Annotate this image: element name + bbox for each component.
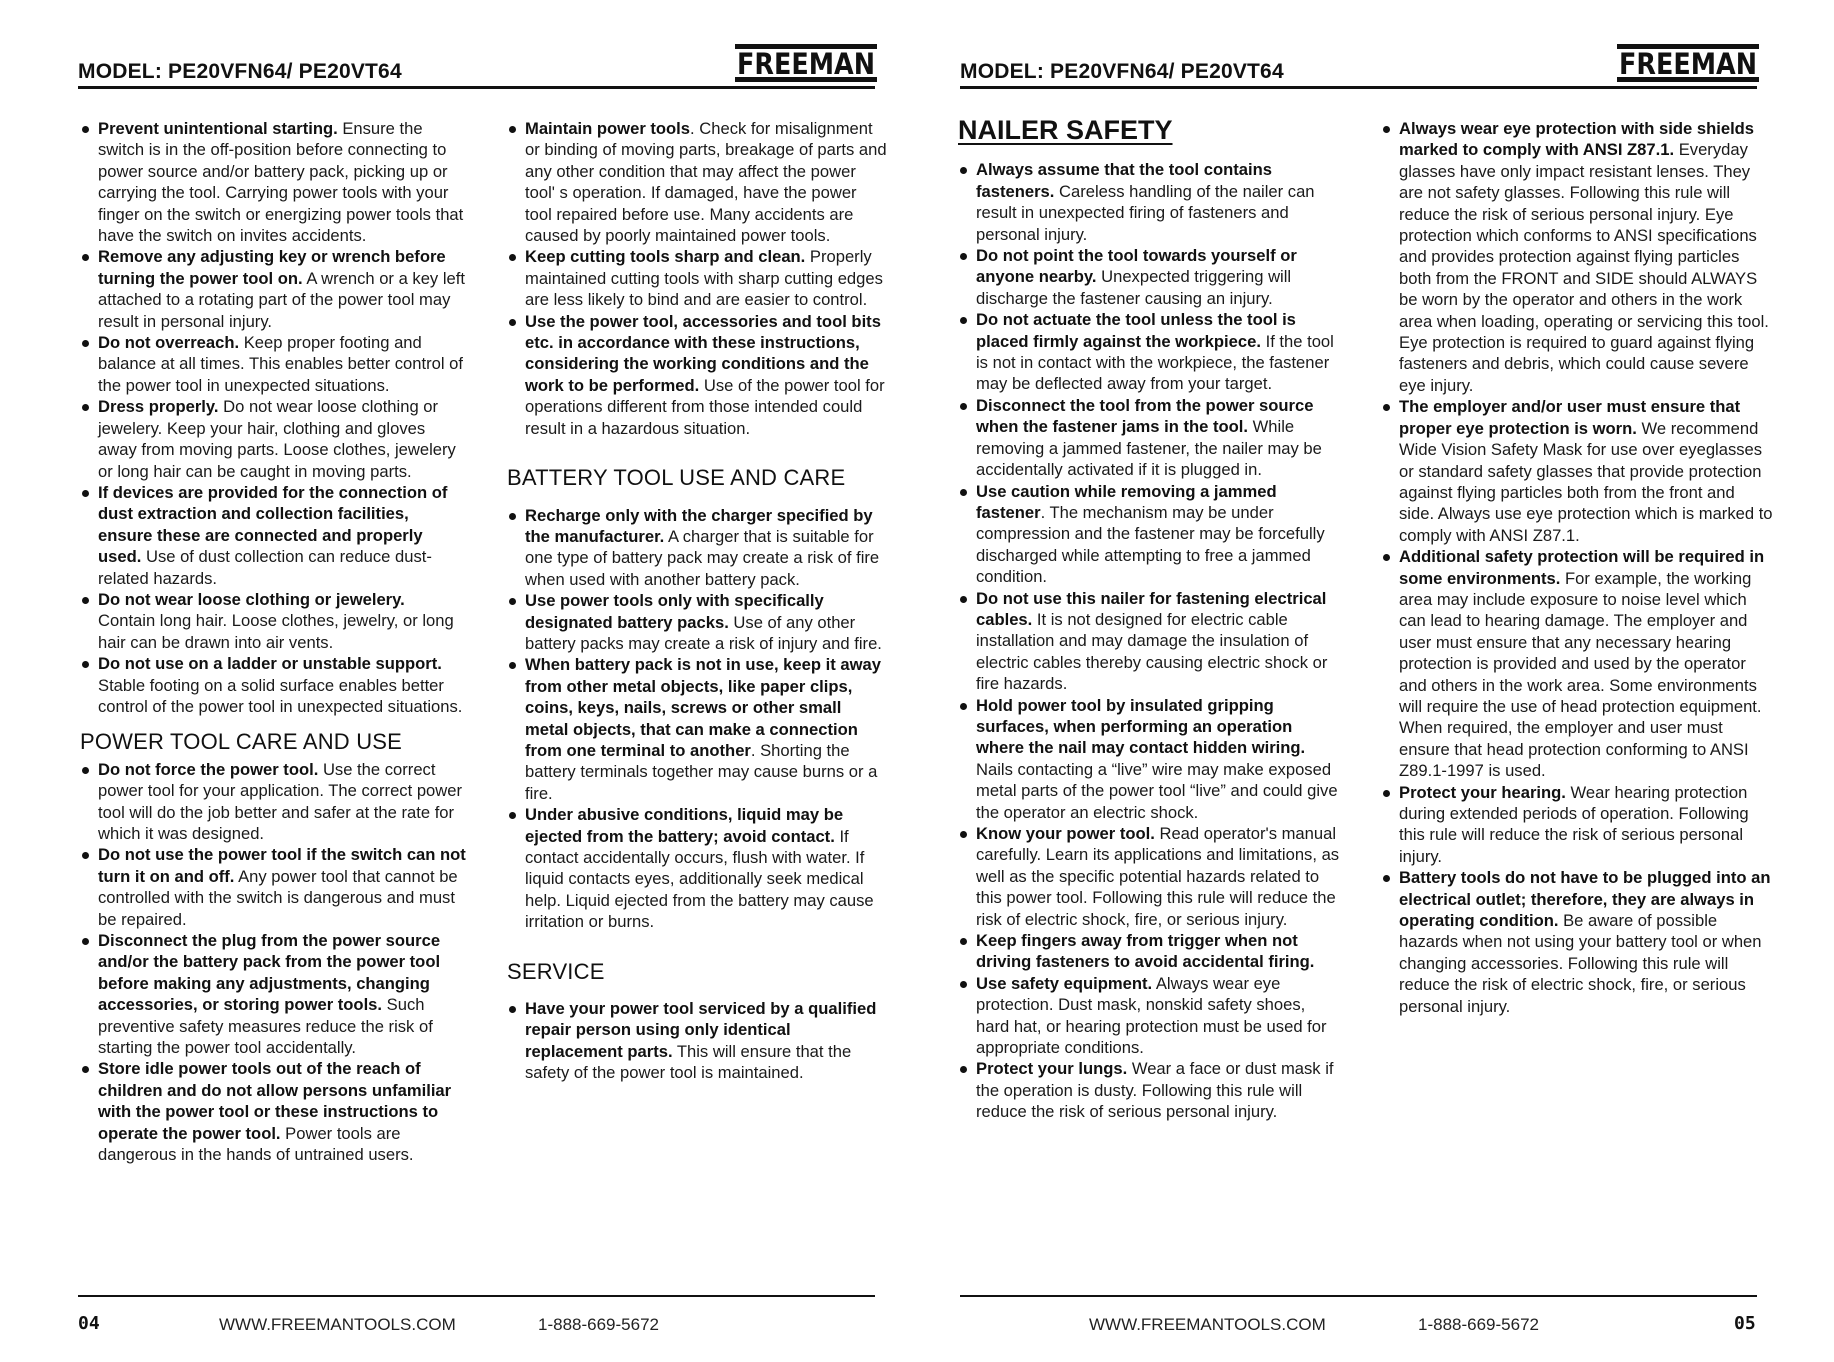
item-body-text: This will ensure that the safety of the power tool is maintained.: [525, 1041, 852, 1083]
item-bold-lead: Store idle power tools out of the reach of children and do not allow persons unfamiliar with the power tool or these instructions to operate the power tool.: [98, 1059, 452, 1143]
list-item: [507, 311, 887, 439]
section-heading-service: SERVICE: [507, 958, 605, 984]
phone-text: 1-888-669-5672: [1418, 1315, 1539, 1334]
list-item: [507, 654, 887, 804]
item-body-text: Contain long hair. Loose clothes, jewelry, or long hair can be drawn into air vents.: [98, 611, 454, 652]
safety-list: [507, 118, 887, 439]
list-item: [958, 823, 1340, 930]
item-bold-lead: Use the power tool, accessories and tool bits etc. in accordance with these instructions, considering the working conditions and the work to be performed.: [525, 311, 881, 395]
item-body-text: Careless handling of the nailer can result in unexpected firing of fasteners and personal injury.: [976, 181, 1315, 244]
phone-text: 1-888-669-5672: [538, 1315, 659, 1334]
list-item: [958, 930, 1340, 973]
item-body-text: A wrench or a key left attached to a rotating part of the power tool may result in personal injury.: [98, 268, 465, 331]
freeman-logo-icon: [735, 44, 877, 82]
list-item: [1381, 118, 1773, 396]
item-bold-lead: The employer and/or user must ensure that proper eye protection is worn.: [1399, 397, 1741, 438]
list-item: [958, 159, 1340, 245]
item-bold-lead: Use caution while removing a jammed fastener: [976, 481, 1277, 522]
list-item: [507, 998, 887, 1084]
list-item: [958, 588, 1340, 695]
item-body-text: Use of any other battery packs may create a risk of injury and fire.: [525, 612, 882, 653]
safety-list: [958, 159, 1340, 1122]
list-item: [1381, 396, 1773, 546]
footer-rule: [960, 1295, 1757, 1297]
item-bold-lead: Have your power tool serviced by a qualified repair person using only identical replacement parts.: [525, 999, 877, 1061]
item-bold-lead: Prevent unintentional starting.: [98, 119, 338, 138]
item-bold-lead: Do not actuate the tool unless the tool is placed firmly against the workpiece.: [976, 310, 1296, 351]
list-item: [507, 246, 887, 310]
safety-list: [80, 759, 466, 1166]
item-bold-lead: Protect your hearing.: [1399, 782, 1566, 802]
item-body-text: . The mechanism may be under compression and the fastener may be forcefully discharged while attempting to free a jammed condition.: [976, 502, 1325, 587]
left-column-1: [80, 118, 466, 1166]
website-text: WWW.FREEMANTOOLS.COM: [219, 1315, 456, 1334]
list-item: [1381, 867, 1773, 1017]
item-body-text: If contact accidentally occurs, flush with water. If liquid contacts eyes, additionally seek medical help. Liquid ejected from the battery may cause irritation or burns.: [525, 826, 874, 932]
list-item: [958, 973, 1340, 1059]
item-body-text: Read operator's manual carefully. Learn its applications and limitations, as well as the specific potential hazards related to this power tool. Following this rule will reduce the risk of electric shock, fire, or serious injury.: [976, 824, 1340, 929]
item-body-text: Properly maintained cutting tools with sharp cutting edges are less likely to bind and are easier to control.: [525, 247, 883, 310]
right-column-2: [1381, 118, 1773, 1017]
item-body-text: Do not wear loose clothing or jewelery. Keep your hair, clothing and gloves away from moving parts. Loose clothes, jewelery or long hair can be caught in moving parts.: [98, 397, 456, 481]
item-bold-lead: Do not point the tool towards yourself or anyone nearby.: [976, 246, 1297, 287]
item-bold-lead: Recharge only with the charger specified by the manufacturer.: [525, 505, 873, 546]
list-item: [80, 589, 466, 653]
freeman-logo: [735, 44, 877, 82]
left-column-2: [507, 118, 887, 1084]
item-body-text: Any power tool that cannot be controlled with the switch is dangerous and must be repaired.: [98, 866, 458, 929]
item-bold-lead: Do not use this nailer for fastening electrical cables.: [976, 588, 1327, 629]
list-item: [80, 482, 466, 589]
item-body-text: Use the correct power tool for your application. The correct power tool will do the job better and safer at the rate for which it was designed.: [98, 759, 463, 843]
item-bold-lead: Always assume that the tool contains fasteners.: [976, 160, 1272, 201]
freeman-logo: [1617, 44, 1759, 82]
list-item: [958, 481, 1340, 588]
safety-list: [80, 118, 466, 717]
item-bold-lead: Keep fingers away from trigger when not driving fasteners to avoid accidental firing.: [976, 931, 1315, 972]
item-bold-lead: Disconnect the tool from the power source when the fastener jams in the tool.: [976, 395, 1314, 437]
item-body-text: Be aware of possible hazards when not using your battery tool or when changing accessories. Following this rule will reduce the risk of electric shock, fire, or serious personal injury.: [1399, 911, 1762, 1016]
item-body-text: . Check for misalignment or binding of moving parts, breakage of parts and any other condition that may affect the power tool' s operation. If damaged, have the power tool repaired before use. Many accidents are caused by poorly maintained power tools.: [525, 119, 887, 246]
list-item: [958, 695, 1340, 823]
right-column-1: [958, 115, 1340, 1123]
safety-list: [1381, 118, 1773, 1017]
header-rule: [78, 86, 875, 89]
item-bold-lead: Do not use on a ladder or unstable support.: [98, 654, 442, 674]
item-bold-lead: Always wear eye protection with side shields marked to comply with ANSI Z87.1.: [1399, 119, 1755, 160]
item-bold-lead: Do not overreach.: [98, 333, 240, 353]
right-page: [917, 0, 1834, 1362]
list-item: [80, 844, 466, 930]
safety-list: [507, 998, 887, 1084]
item-bold-lead: Use power tools only with specifically designated battery packs.: [525, 591, 824, 632]
item-body-text: Keep proper footing and balance at all times. This enables better control of the power tool in unexpected situations.: [98, 333, 463, 395]
item-body-text: Unexpected triggering will discharge the fastener causing an injury.: [976, 267, 1292, 308]
list-item: [80, 1058, 466, 1165]
item-bold-lead: Do not use the power tool if the switch can not turn it on and off.: [98, 845, 466, 886]
list-item: [507, 505, 887, 591]
item-body-text: Ensure the switch is in the off-position before connecting to power source and/or battery pack, picking up or carrying the tool. Carrying power tools with your finger on the switch or energizing power tools that have the switch on invites accidents.: [98, 119, 464, 246]
item-bold-lead: Additional safety protection will be required in some environments.: [1399, 547, 1765, 588]
item-body-text: While removing a jammed fastener, the nailer may be accidentally activated if it is plugged in.: [976, 417, 1322, 480]
item-body-text: Use of dust collection can reduce dust-related hazards.: [98, 547, 432, 588]
item-bold-lead: When battery pack is not in use, keep it away from other metal objects, like paper clips, coins, keys, nails, screws or other small metal objects, that can make a connection from one terminal to another: [525, 655, 881, 760]
page-number: 04: [78, 1313, 100, 1334]
list-item: [507, 804, 887, 932]
list-item: [1381, 546, 1773, 781]
item-body-text: Wear hearing protection during extended periods of operation. Following this rule will reduce the risk of serious personal injury.: [1399, 782, 1749, 866]
item-body-text: Use of the power tool for operations different from those intended could result in a hazardous situation.: [525, 375, 885, 438]
list-item: [80, 396, 466, 482]
item-body-text: Such preventive safety measures reduce the risk of starting the power tool accidentally.: [98, 995, 433, 1058]
item-body-text: Everyday glasses have only impact resistant lenses. They are not safety glasses. Following this rule will reduce the risk of serious personal injury. Eye protection which conforms to ANSI specifications and provides protection against flying particles both from the FRONT and SIDE should ALWAYS be worn by the operator and others in the work area when loading, operating or servicing this tool. Eye protection is required to guard against flying fasteners and debris, which could cause severe eye injury.: [1399, 140, 1769, 395]
item-body-text: . Shorting the battery terminals together may cause burns or a fire.: [525, 740, 878, 803]
list-item: [80, 246, 466, 332]
item-body-text: If the tool is not in contact with the workpiece, the fastener may be deflected away from your target.: [976, 331, 1334, 394]
item-body-text: For example, the working area may include exposure to noise level which can lead to hearing damage. The employer and user must ensure that any necessary hearing protection is provided and used by the operator and others in the work area. Some environments will require the use of head protection equipment. When required, the employer and user must ensure that head protection conforming to ANSI Z89.1-1997 is used.: [1399, 568, 1762, 781]
list-item: [958, 1058, 1340, 1122]
item-bold-lead: Protect your lungs.: [976, 1059, 1128, 1079]
list-item: [80, 759, 466, 845]
safety-list: [507, 505, 887, 933]
item-bold-lead: Use safety equipment.: [976, 973, 1153, 993]
nailer-safety-title: NAILER SAFETY: [958, 115, 1173, 145]
list-item: [958, 309, 1340, 395]
item-bold-lead: Battery tools do not have to be plugged into an electrical outlet; therefore, they are always in operating condition.: [1399, 868, 1771, 931]
item-bold-lead: Do not force the power tool.: [98, 759, 319, 779]
freeman-logo-icon: [1617, 44, 1759, 82]
section-heading-battery-tool: BATTERY TOOL USE AND CARE: [507, 465, 846, 491]
item-bold-lead: Keep cutting tools sharp and clean.: [525, 247, 806, 267]
page-number: 05: [1734, 1313, 1756, 1334]
item-bold-lead: Remove any adjusting key or wrench before turning the power tool on.: [98, 247, 446, 288]
item-bold-lead: Dress properly.: [98, 397, 219, 417]
list-item: [958, 395, 1340, 481]
item-body-text: Power tools are dangerous in the hands of untrained users.: [98, 1123, 414, 1165]
list-item: [507, 590, 887, 654]
item-body-text: A charger that is suitable for one type of battery pack may create a risk of fire when used with another battery pack.: [525, 526, 880, 589]
brand-text: FREEMAN: [737, 47, 875, 81]
list-item: [507, 118, 887, 246]
item-body-text: We recommend Wide Vision Safety Mask for use over eyeglasses or standard safety glasses that provide protection against flying particles both from the front and side. Always use eye protection which is marked to comply with ANSI Z87.1.: [1399, 418, 1773, 545]
list-item: [958, 245, 1340, 309]
model-header: MODEL: PE20VFN64/ PE20VT64: [78, 60, 402, 83]
section-heading-power-tool-care: POWER TOOL CARE AND USE: [80, 729, 403, 755]
item-bold-lead: Under abusive conditions, liquid may be ejected from the battery; avoid contact.: [525, 805, 844, 846]
list-item: [80, 930, 466, 1058]
footer-rule: [78, 1295, 875, 1297]
model-header: MODEL: PE20VFN64/ PE20VT64: [960, 60, 1284, 83]
item-bold-lead: Hold power tool by insulated gripping surfaces, when performing an operation where the nail may contact hidden wiring.: [976, 695, 1306, 758]
list-item: [80, 653, 466, 717]
item-body-text: Stable footing on a solid surface enables better control of the power tool in unexpected situations.: [98, 675, 463, 716]
item-bold-lead: Know your power tool.: [976, 824, 1155, 843]
item-bold-lead: Do not wear loose clothing or jewelery.: [98, 589, 405, 609]
item-body-text: Nails contacting a “live” wire may make exposed metal parts of the power tool “live” and could give the operator an electric shock.: [976, 759, 1338, 822]
item-body-text: Wear a face or dust mask if the operation is dusty. Following this rule will reduce the risk of serious personal injury.: [976, 1059, 1334, 1122]
item-bold-lead: Maintain power tools: [525, 119, 691, 138]
list-item: [80, 332, 466, 396]
website-text: WWW.FREEMANTOOLS.COM: [1089, 1315, 1326, 1334]
item-body-text: Always wear eye protection. Dust mask, nonskid safety shoes, hard hat, or hearing protection must be used for appropriate conditions.: [976, 973, 1327, 1058]
brand-text: FREEMAN: [1619, 47, 1757, 81]
list-item: [1381, 782, 1773, 868]
item-body-text: It is not designed for electric cable installation and may damage the insulation of electric cables thereby causing electric shock or fire hazards.: [976, 609, 1328, 694]
item-bold-lead: If devices are provided for the connection of dust extraction and collection facilities, ensure these are connected and properly used.: [98, 482, 448, 567]
list-item: [80, 118, 466, 246]
header-rule: [960, 86, 1757, 89]
item-bold-lead: Disconnect the plug from the power source and/or the battery pack from the power tool before making any adjustments, changing accessories, or storing power tools.: [98, 931, 441, 1015]
